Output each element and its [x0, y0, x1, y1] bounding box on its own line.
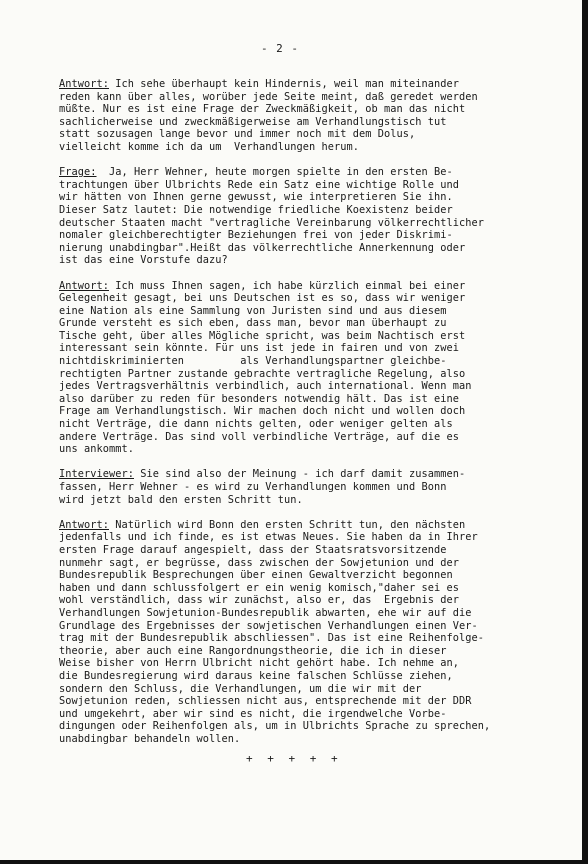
transcript-body — [59, 78, 533, 758]
paragraph-first-line: Ich muss Ihnen sagen, ich habe kürzlich einmal bei einer — [109, 279, 466, 292]
paragraph-first-line: Ich sehe überhaupt kein Hindernis, weil man miteinander — [109, 78, 459, 90]
page-number: - 2 - — [260, 42, 300, 55]
speaker-label: Frage: — [59, 166, 97, 179]
paragraph-answer-2 — [59, 280, 533, 456]
paragraph-answer-3 — [59, 519, 533, 746]
paragraph-question-1 — [59, 166, 533, 267]
paragraph-text: reden kann über alles, worüber jede Seite meint, daß geredet werden müßte. Nur es ist eine Frage der Zweckmäßigkeit, ob man das nicht sachlicherweise und zweckmäßigerweise am Verhandlungstisch tut statt sozusagen lange bevor und immer noch mit dem Dolus, vielleicht komme ich da um Verhandlungen herum. — [59, 90, 478, 153]
paragraph-interviewer-1 — [59, 468, 533, 506]
speaker-label: Antwort: — [59, 78, 109, 90]
paragraph-text: Gelegenheit gesagt, bei uns Deutschen ist es so, dass wir weniger eine Nation als eine Sammlung von Juristen sind und aus diesem Grunde versteht es sich eben, dass man, bevor man überhaupt zu Tische geht, über alles Mögliche spricht, was beim Nachtisch erst interessant sein könnte. Für uns ist jede in fairen und von zwei nichtdiskriminierten als Verhandlungspartner gleichbe- rechtigten Partner zustande gebrachte vertragliche Regelung, also jedes Vertragsverhältnis verbindlich, auch international. Wenn man also darüber zu reden für besonders notwendig hält. Das ist eine Frage am Verhandlungstisch. Wir machen doch nicht und wollen doch nicht Verträge, die dann nichts gelten, oder weniger gelten als andere Verträge. Das sind voll verbindliche Verträge, auf die es uns ankommt. — [59, 292, 472, 456]
paragraph-answer-1 — [59, 78, 533, 154]
paragraph-text: fassen, Herr Wehner - es wird zu Verhandlungen kommen und Bonn wird jetzt bald den ersten Schritt tun. — [59, 481, 447, 506]
paragraph-text: jedenfalls und ich finde, es ist etwas Neues. Sie haben da in Ihrer ersten Frage darauf angespielt, dass der Staatsratsvorsitzende nunmehr sagt, er begrüsse, dass zwischen der Sowjetunion und der Bundesrepublik Besprechungen über einen Gewaltverzicht begonnen haben und dann schlussfolgert er ein wenig komisch,"daher sei es wohl verständlich, dass wir zunächst, also er, das Ergebnis der Verhandlungen Sowjetunion-Bundesrepublik abwarten, ehe wir auf die Grundlage des Ergebnisses der sowjetischen Verhandlungen einen Ver- trag mit der Bundesrepublik abschliessen". Das ist eine Reihenfolge- theorie, aber auch eine Rangordnungstheorie, die ich in dieser Weise bisher von Herrn Ulbricht nicht gehört habe. Ich nehme an, die Bundesregierung wird daraus keine falschen Schlüsse ziehen, sondern den Schluss, die Verhandlungen, um die wir mit der Sowjetunion reden, schliessen nicht aus, entsprechende mit der DDR und umgekehrt, aber wir sind es nicht, die irgendwelche Vorbe- dingungen oder Reihenfolgen als, um in Ulbrichts Sprache zu sprechen, unabdingbar behandeln wollen. — [59, 531, 491, 745]
paragraph-first-line: Sie sind also der Meinung - ich darf damit zusammen- — [134, 468, 466, 481]
speaker-label: Antwort: — [59, 279, 109, 292]
paragraph-first-line: Ja, Herr Wehner, heute morgen spielte in den ersten Be- — [96, 166, 453, 179]
closing-mark: + + + + + — [246, 752, 342, 765]
paragraph-first-line: Natürlich wird Bonn den ersten Schritt tun, den nächsten — [109, 518, 466, 531]
paragraph-text: trachtungen über Ulbrichts Rede ein Satz eine wichtige Rolle und wir hätten von Ihnen gerne gewusst, wie interpretieren Sie ihn. Dieser Satz lautet: Die notwendige friedliche Koexistenz beider deutscher Staaten macht "vertragliche Vereinbarung völkerrechtlicher nomaler gleichberechtigter Beziehungen frei von jeder Diskrimi- nierung unabdingbar".Heißt das völkerrechtliche Annerkennung oder ist das eine Vorstufe dazu? — [59, 178, 484, 267]
speaker-label: Interviewer: — [59, 468, 134, 481]
speaker-label: Antwort: — [59, 518, 109, 531]
